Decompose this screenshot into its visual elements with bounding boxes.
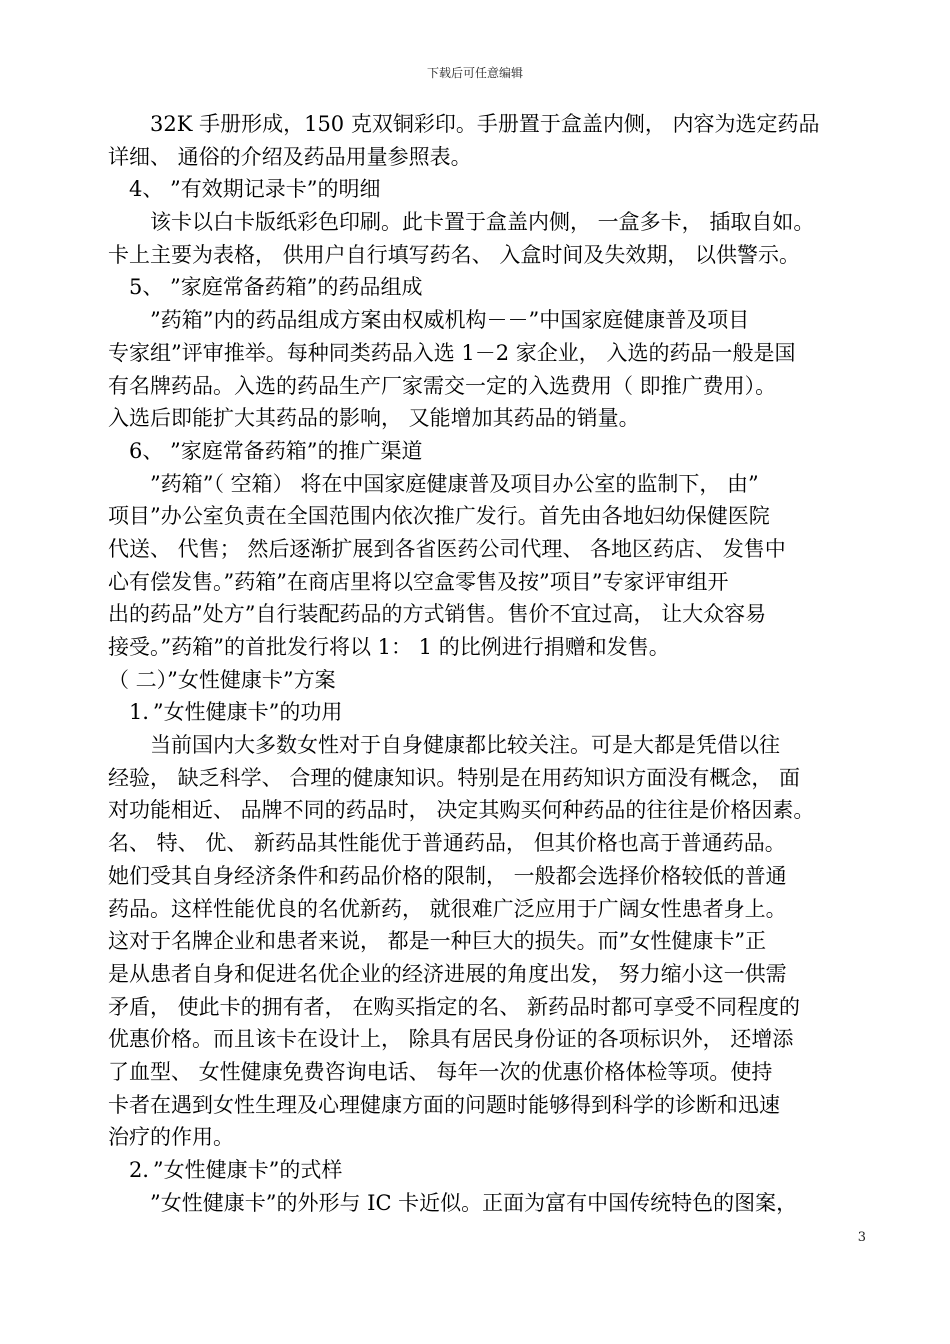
text-line: 出的药品”处方”自行装配药品的方式销售。售价不宜过高， 让大众容易 [108, 602, 767, 627]
page-header: 下载后可任意编辑 [426, 66, 523, 80]
text-line: 详细、 通俗的介绍及药品用量参照表。 [108, 144, 472, 169]
section-heading: 5、 ”家庭常备药箱”的药品组成 [129, 275, 423, 300]
text-line: 专家组”评审推举。每种同类药品入选 1－2 家企业， 入选的药品一般是国 [108, 340, 796, 365]
text-line: 心有偿发售。”药箱”在商店里将以空盒零售及按”项目”专家评审组开 [108, 569, 729, 594]
text-line: 优惠价格。而且该卡在设计上， 除具有居民身份证的各项标识外， 还增添 [108, 1027, 794, 1052]
text-line: 经验， 缺乏科学、 合理的健康知识。特别是在用药知识方面没有概念， 面 [108, 765, 801, 790]
section-heading: 2．”女性健康卡”的式样 [129, 1158, 343, 1182]
section-heading: 6、 ”家庭常备药箱”的推广渠道 [129, 438, 423, 463]
text-line: 当前国内大多数女性对于自身健康都比较关注。可是大都是凭借以往 [150, 733, 780, 758]
text-line: 了血型、 女性健康免费咨询电话、 每年一次的优惠价格体检等项。使持 [108, 1059, 773, 1084]
text-line: ”药箱”（ 空箱） 将在中国家庭健康普及项目办公室的监制下， 由” [150, 471, 759, 496]
text-line: 治疗的作用。 [108, 1125, 234, 1150]
page-number: 3 [857, 1230, 866, 1245]
text-line: 32K 手册形成，150 克双铜彩印。手册置于盒盖内侧， 内容为选定药品 [150, 112, 820, 136]
text-line: 药品。这样性能优良的名优新药， 就很难广泛应用于广阔女性患者身上。 [108, 896, 787, 921]
text-line: 入选后即能扩大其药品的影响， 又能增加其药品的销量。 [108, 406, 640, 431]
text-line: 接受。”药箱”的首批发行将以 1： 1 的比例进行捐赠和发售。 [108, 635, 670, 659]
text-line: 卡者在遇到女性生理及心理健康方面的问题时能够得到科学的诊断和迅速 [108, 1092, 780, 1117]
text-line: 这对于名牌企业和患者来说， 都是一种巨大的损失。而”女性健康卡”正 [108, 929, 767, 954]
text-line: 是从患者自身和促进名优企业的经济进展的角度出发， 努力缩小这一供需 [108, 961, 787, 986]
section-heading: 4、 ”有效期记录卡”的明细 [129, 177, 381, 202]
text-line: 矛盾， 使此卡的拥有者， 在购买指定的名、 新药品时都可享受不同程度的 [108, 994, 801, 1019]
section-heading: 1．”女性健康卡”的功用 [129, 700, 343, 725]
text-line: 该卡以白卡版纸彩色印刷。此卡置于盒盖内侧， 一盒多卡， 插取自如。 [150, 210, 815, 235]
text-line: 代送、 代售； 然后逐渐扩展到各省医药公司代理、 各地区药店、 发售中 [108, 536, 786, 561]
text-line: ”药箱”内的药品组成方案由权威机构－－”中国家庭健康普及项目 [150, 308, 750, 333]
text-line: 名、 特、 优、 新药品其性能优于普通药品， 但其价格也高于普通药品。 [108, 831, 786, 856]
section-heading: （ 二）”女性健康卡”方案 [108, 667, 336, 692]
body-text [108, 108, 870, 1219]
text-line: 对功能相近、 品牌不同的药品时， 决定其购买何种药品的往往是价格因素。 [108, 798, 815, 823]
text-line: 项目”办公室负责在全国范围内依次推广发行。首先由各地妇幼保健医院 [108, 504, 770, 529]
text-line: 有名牌药品。入选的药品生产厂家需交一定的入选费用（ 即推广费用）。 [108, 373, 777, 398]
text-line: ”女性健康卡”的外形与 IC 卡近似。正面为富有中国传统特色的图案， [150, 1190, 798, 1215]
text-line: 卡上主要为表格， 供用户自行填写药名、 入盒时间及失效期， 以供警示。 [108, 242, 801, 267]
text-line: 她们受其自身经济条件和药品价格的限制， 一般都会选择价格较低的普通 [108, 863, 787, 888]
